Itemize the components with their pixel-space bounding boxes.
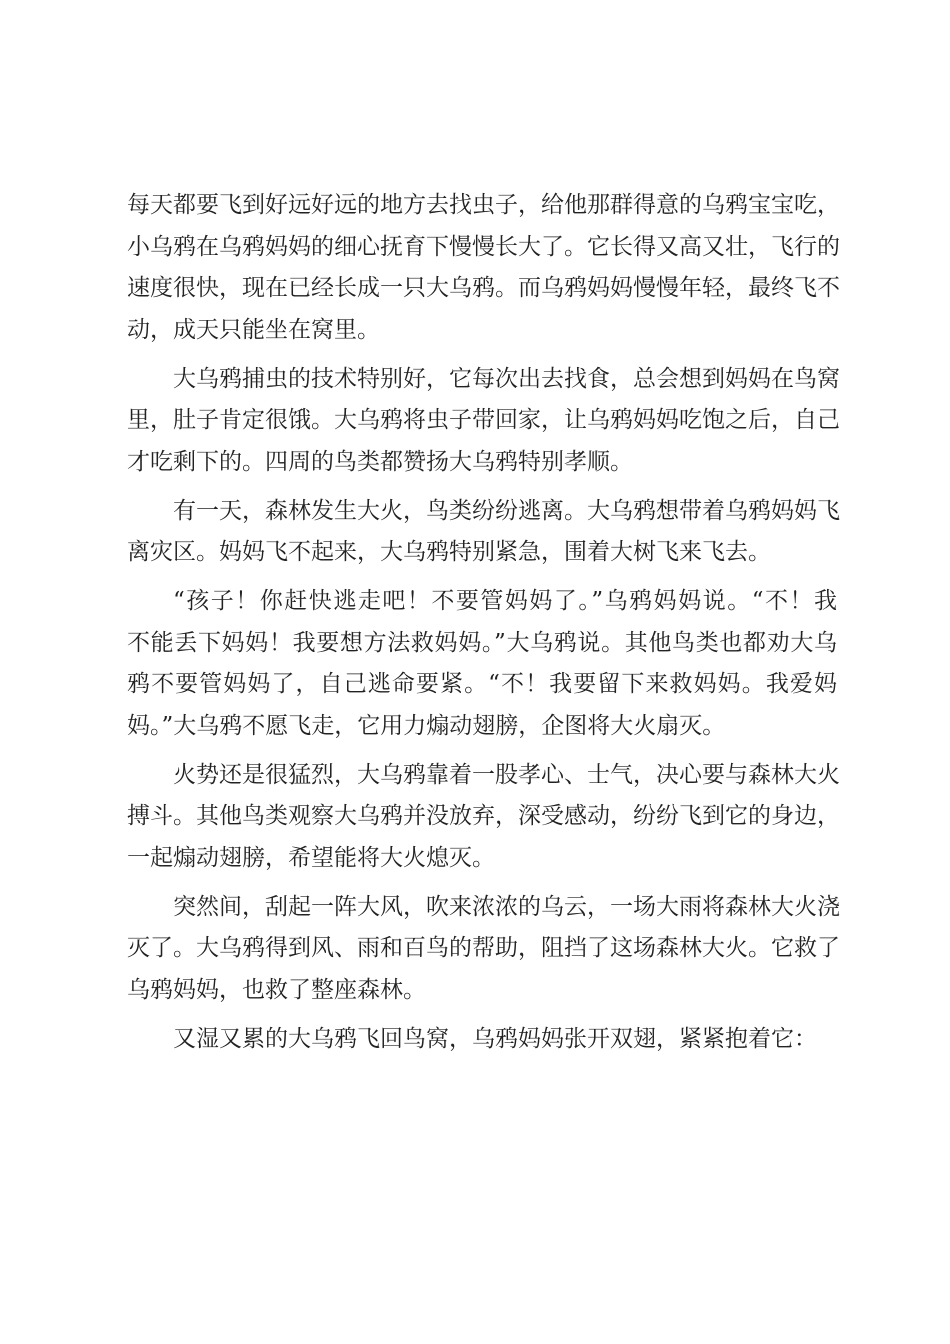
text-line: 大乌鸦捕虫的技术特别好，它每次出去找食，总会想到妈妈在鸟窝 xyxy=(173,365,840,392)
text-line: 动，成天只能坐在窝里。 xyxy=(127,316,380,343)
text-line: 又湿又累的大乌鸦飞回鸟窝，乌鸦妈妈张开双翅，紧紧抱着它： xyxy=(173,1025,817,1052)
text-line: 灭了。大乌鸦得到风、雨和百鸟的帮助，阻挡了这场森林大火。它救了 xyxy=(127,935,840,961)
text-line: 突然间，刮起一阵大风，吹来浓浓的乌云，一场大雨将森林大火浇 xyxy=(173,893,840,920)
text-line: 鸦不要管妈妈了，自己逃命要紧。“不！我要留下来救妈妈。我爱妈 xyxy=(127,671,837,697)
text-line: 搏斗。其他鸟类观察大乌鸦并没放弃，深受感动，纷纷飞到它的身边， xyxy=(127,803,840,829)
paragraph-7 xyxy=(127,1019,837,1061)
text-line: 不能丢下妈妈！我要想方法救妈妈。”大乌鸦说。其他鸟类也都劝大乌 xyxy=(127,629,837,656)
text-line: 离灾区。妈妈飞不起来，大乌鸦特别紧急，围着大树飞来飞去。 xyxy=(127,539,771,565)
text-line: 一起煽动翅膀，希望能将大火熄灭。 xyxy=(127,844,495,871)
text-line: 乌鸦妈妈，也救了整座森林。 xyxy=(127,976,426,1003)
document-body xyxy=(127,185,840,1060)
text-line: 才吃剩下的。四周的鸟类都赞扬大乌鸦特别孝顺。 xyxy=(127,448,633,475)
text-line: 每天都要飞到好远好远的地方去找虫子，给他那群得意的乌鸦宝宝吃， xyxy=(127,192,840,218)
text-line: 火势还是很猛烈，大乌鸦靠着一股孝心、士气，决心要与森林大火 xyxy=(173,761,840,788)
text-line: 小乌鸦在乌鸦妈妈的细心抚育下慢慢长大了。它长得又高又壮，飞行的 xyxy=(127,233,840,260)
paragraph-6 xyxy=(127,887,840,1012)
text-line: “孩子！你赶快逃走吧！不要管妈妈了。”乌鸦妈妈说。“不！我 xyxy=(173,588,837,614)
paragraph-4 xyxy=(127,581,837,747)
text-line: 里，肚子肯定很饿。大乌鸦将虫子带回家，让乌鸦妈妈吃饱之后，自己 xyxy=(127,407,840,433)
paragraph-5 xyxy=(127,755,840,880)
text-line: 有一天，森林发生大火，鸟类纷纷逃离。大乌鸦想带着乌鸦妈妈飞 xyxy=(173,497,840,524)
text-line: 速度很快，现在已经长成一只大乌鸦。而乌鸦妈妈慢慢年轻，最终飞不 xyxy=(127,275,840,301)
paragraph-3 xyxy=(127,491,840,574)
text-line: 妈。”大乌鸦不愿飞走，它用力煽动翅膀，企图将大火扇灭。 xyxy=(127,712,726,739)
paragraph-1 xyxy=(127,185,840,351)
paragraph-2 xyxy=(127,359,840,484)
